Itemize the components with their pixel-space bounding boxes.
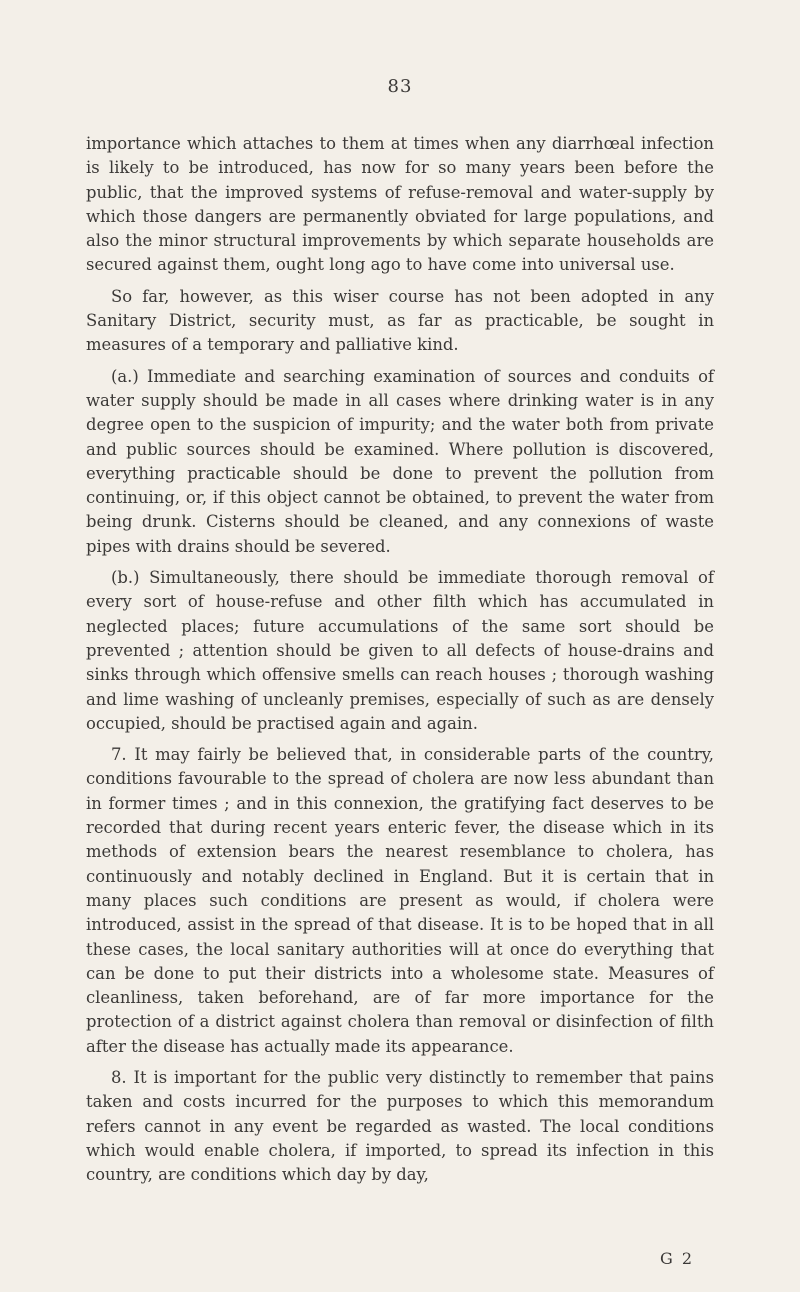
- paragraph-7-conditions: 7. It may fairly be believed that, in considerable parts of the country, conditions favourable to the spread of cholera are now less abundant than in former times ; and in this connexion, the gratifying fact deserves to be recorded that during recent years enteric fever, the disease which in its methods of extension bears the nearest resemblance to cholera, has continuously and notably declined in England. But it is certain that in many places such conditions are present as would, if cholera were introduced, assist in the spread of that disease. It is to be hoped that in all these cases, the local sanitary authorities will at once do everything that can be done to put their districts into a wholesome state. Measures of cleanliness, taken beforehand, are of far more importance for the protection of a district against cholera than removal or disinfection of filth after the disease has actually made its appearance.: [86, 745, 714, 1056]
- paragraph-8-costs: 8. It is important for the public very distinctly to remember that pains taken and costs incurred for the purposes to which this memorandum refers cannot in any event be regarded as wasted. The local conditions which would enable cholera, if imported, to spread its infection in this country, are conditions which day by day,: [86, 1067, 714, 1185]
- body-text: [86, 132, 714, 1194]
- paragraph-continuation: importance which attaches to them at times when any diarrhœal infection is likely to be introduced, has now for so many years been before the public, that the improved systems of refuse-removal and water-supply by which those dangers are permanently obviated for large populations, and also the minor structural improvements by which separate households are secured against them, ought long ago to have come into universal use.: [86, 134, 714, 275]
- paragraph-a-water-supply: (a.) Immediate and searching examination of sources and conduits of water supply should be made in all cases where drinking water is in any degree open to the suspicion of impurity; and the water both from private and public sources should be examined. Where pollution is discovered, everything practicable should be done to prevent the pollution from continuing, or, if this object cannot be obtained, to prevent the water from being drunk. Cisterns should be cleaned, and any connexions of waste pipes with drains should be severed.: [86, 366, 714, 556]
- paragraph-b-refuse-removal: (b.) Simultaneously, there should be immediate thorough removal of every sort of house-refuse and other filth which has accumulated in neglected places; future accumulations of the same sort should be prevented ; attention should be given to all defects of house-drains and sinks through which offensive smells can reach houses ; thorough washing and lime washing of uncleanly premises, especially of such as are densely occupied, should be practised again and again.: [86, 568, 714, 733]
- page-number: 83: [387, 76, 413, 97]
- signature-mark: G 2: [660, 1249, 695, 1268]
- paragraph-so-far: So far, however, as this wiser course has not been adopted in any Sanitary District, security must, as far as practicable, be sought in measures of a temporary and palliative kind.: [86, 286, 714, 355]
